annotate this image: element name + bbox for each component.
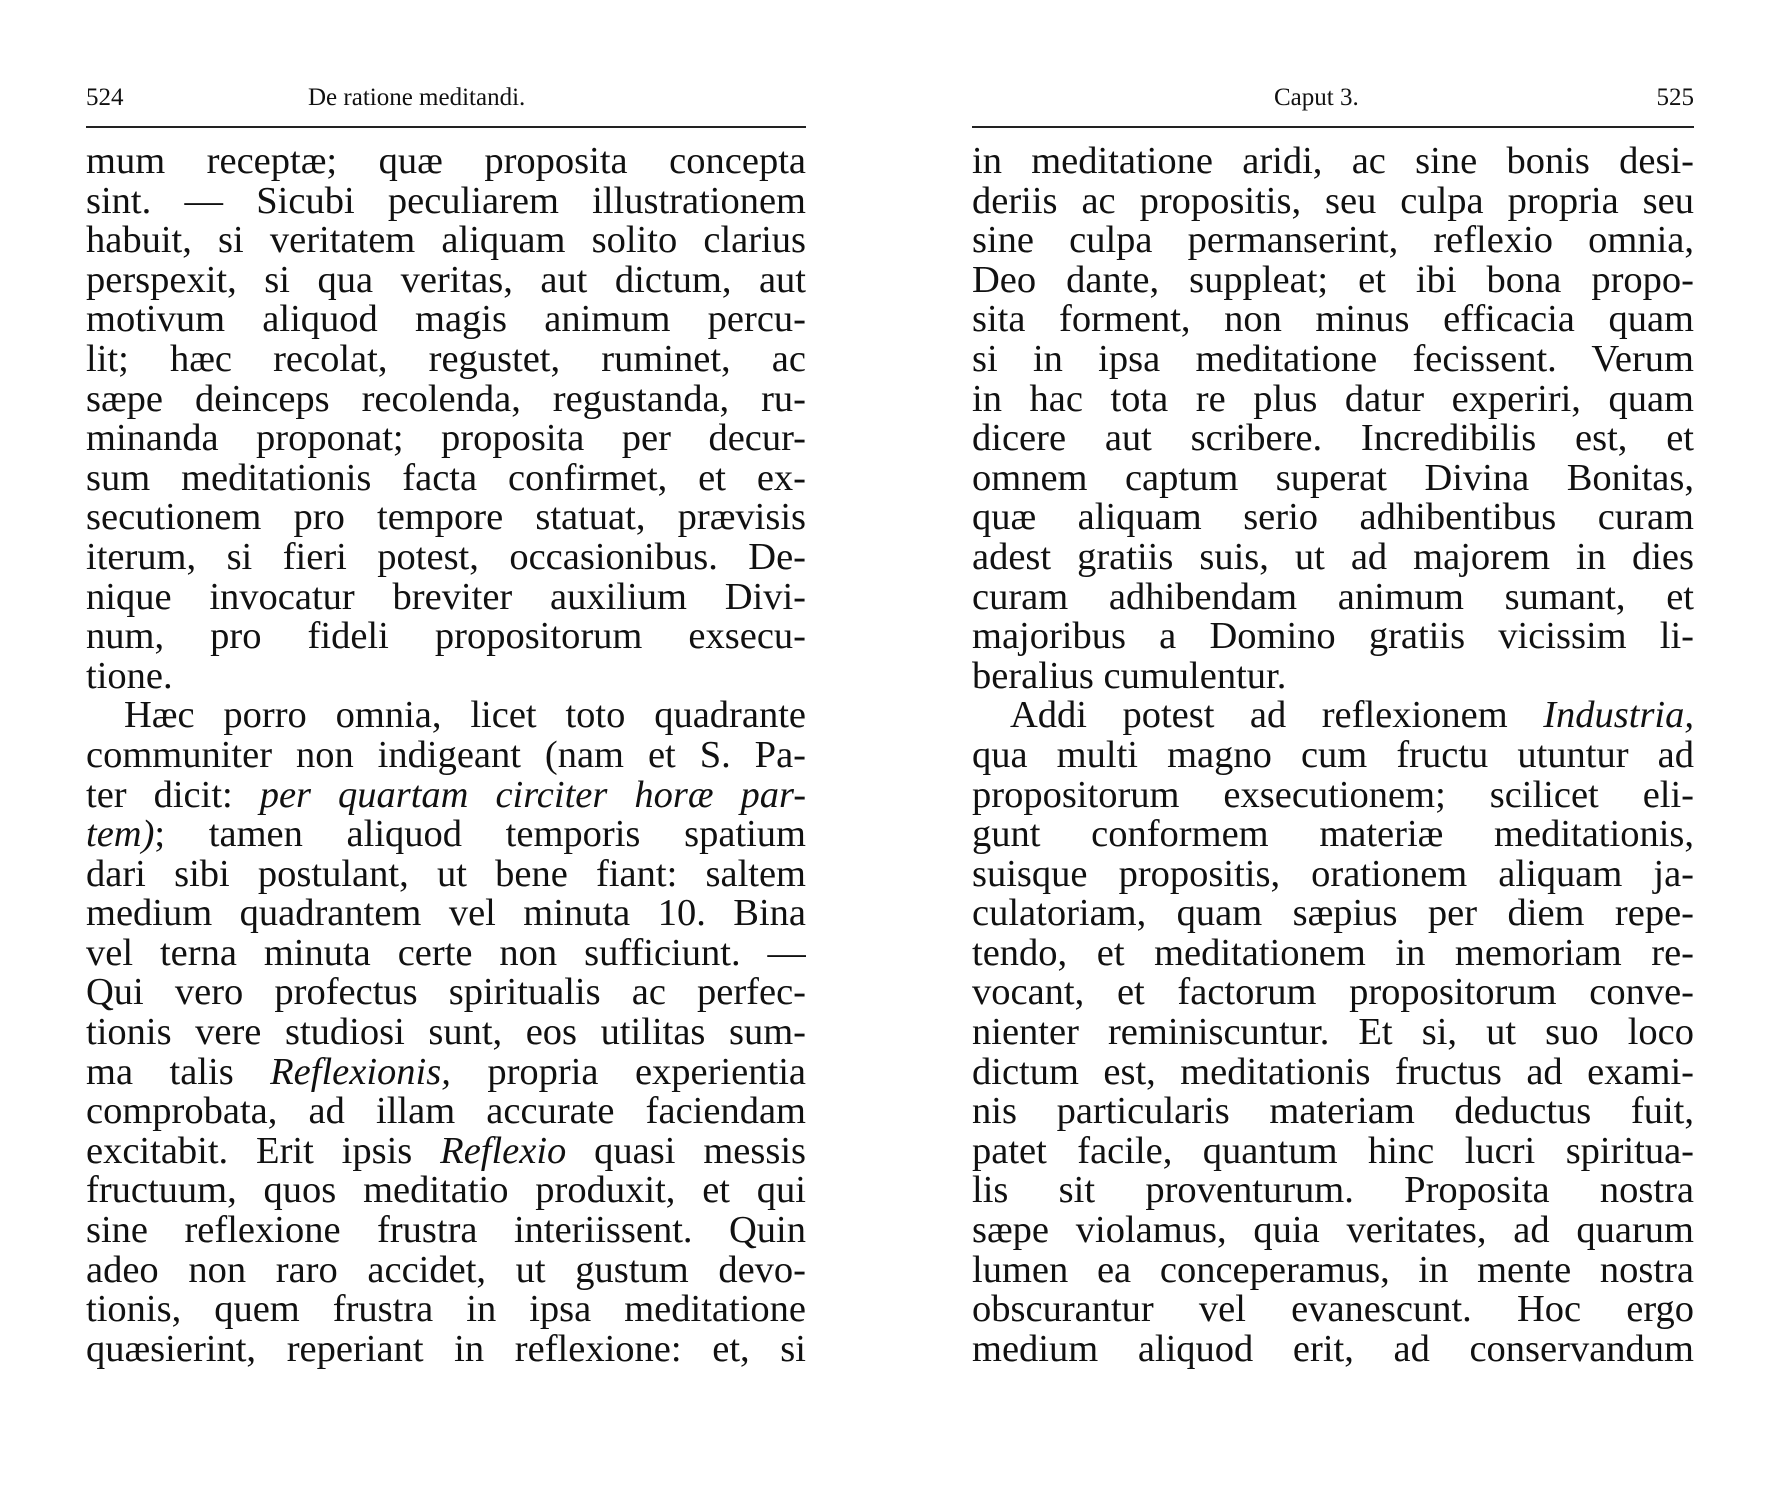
text-line: sine reflexione frustra interiissent. Quin <box>86 1211 806 1251</box>
text-line: majoribus a Domino gratiis vicissim li- <box>972 617 1694 657</box>
text-line: Deo dante, suppleat; et ibi bona propo- <box>972 260 1694 301</box>
text-line: curam adhibendam animum sumant, et <box>972 577 1694 618</box>
text-line: tione. <box>86 656 173 697</box>
text-line: nienter reminiscuntur. Et si, ut suo loco <box>972 1013 1694 1053</box>
text-line: propositorum exsecutionem; scilicet eli- <box>972 775 1694 816</box>
text-line: motivum aliquod magis animum percu- <box>86 300 806 340</box>
text-line: minanda proponat; proposita per decur- <box>86 419 806 459</box>
text-span: propria experientia <box>450 1052 806 1093</box>
text-line: nique invocatur breviter auxilium Divi- <box>86 577 806 618</box>
italic-span: Industria, <box>1543 696 1694 736</box>
text-line: quæsierint, reperiant in reflexione: et, si <box>86 1329 806 1370</box>
text-line <box>86 1132 806 1172</box>
text-line: lumen ea conceperamus, in mente nostra <box>972 1250 1694 1291</box>
text-line: quæ aliquam serio adhibentibus curam <box>972 498 1694 538</box>
text-line <box>972 696 1694 736</box>
text-line: qua multi magno cum fructu utuntur ad <box>972 735 1694 776</box>
text-line: obscurantur vel evanescunt. Hoc ergo <box>972 1290 1694 1330</box>
text-line: comprobata, ad illam accurate faciendam <box>86 1092 806 1132</box>
text-line: sine culpa permanserint, reflexio omnia, <box>972 221 1694 261</box>
text-line: tendo, et meditationem in memoriam re- <box>972 933 1694 974</box>
text-line: dicere aut scribere. Incredibilis est, et <box>972 419 1694 459</box>
text-line: iterum, si fieri potest, occasionibus. De- <box>86 537 806 578</box>
text-line: culatoriam, quam sæpius per diem repe- <box>972 894 1694 934</box>
text-span: ; tamen aliquod temporis spatium <box>154 815 806 855</box>
right-running-head <box>972 80 1694 116</box>
text-line: in meditatione aridi, ac sine bonis desi- <box>972 142 1694 182</box>
text-span: Addi potest ad reflexionem <box>1010 696 1544 736</box>
left-page-number: 524 <box>86 84 124 111</box>
text-span: ter dicit: <box>86 775 260 816</box>
text-line <box>86 815 806 855</box>
text-line: patet facile, quantum hinc lucri spiritua- <box>972 1131 1694 1172</box>
right-running-title: Caput 3. <box>1274 84 1359 111</box>
text-line: suisque propositis, orationem aliquam ja- <box>972 854 1694 895</box>
text-line: perspexit, si qua veritas, aut dictum, aut <box>86 260 806 301</box>
text-line: mum receptæ; quæ proposita concepta <box>86 142 806 182</box>
right-page <box>972 80 1694 1369</box>
text-line: medium aliquod erit, ad conservandum <box>972 1329 1694 1370</box>
text-line: sæpe deinceps recolenda, regustanda, ru- <box>86 379 806 420</box>
text-line: adest gratiis suis, ut ad majorem in dies <box>972 537 1694 578</box>
text-line: in hac tota re plus datur experiri, quam <box>972 379 1694 420</box>
text-line: sæpe violamus, quia veritates, ad quarum <box>972 1211 1694 1251</box>
text-line: vocant, et factorum propositorum conve- <box>972 973 1694 1014</box>
text-line: Hæc porro omnia, licet toto quadrante <box>124 696 806 736</box>
right-head-rule <box>972 126 1694 128</box>
text-line: num, pro fideli propositorum exsecu- <box>86 617 806 657</box>
text-line: sint. — Sicubi peculiarem illustrationem <box>86 181 806 222</box>
text-line: nis particularis materiam deductus fuit, <box>972 1092 1694 1132</box>
text-span: quasi messis <box>566 1131 806 1172</box>
text-line: secutionem pro tempore statuat, prævisis <box>86 498 806 538</box>
text-line: tionis, quem frustra in ipsa meditatione <box>86 1290 806 1330</box>
left-running-title: De ratione meditandi. <box>308 84 526 111</box>
italic-span: Reflexio <box>440 1131 567 1172</box>
right-page-number: 525 <box>1656 84 1694 111</box>
text-line: deriis ac propositis, seu culpa propria seu <box>972 181 1694 222</box>
text-line: fructuum, quos meditatio produxit, et qui <box>86 1171 806 1212</box>
italic-span: per quartam circiter horæ par- <box>259 775 806 816</box>
text-line: dictum est, meditationis fructus ad exami- <box>972 1052 1694 1093</box>
text-line: lis sit proventurum. Proposita nostra <box>972 1171 1694 1212</box>
text-line: communiter non indigeant (nam et S. Pa- <box>86 735 806 776</box>
left-head-rule <box>86 126 806 128</box>
text-line: si in ipsa meditatione fecissent. Verum <box>972 339 1694 380</box>
text-line: omnem captum superat Divina Bonitas, <box>972 458 1694 499</box>
text-line: sum meditationis facta confirmet, et ex- <box>86 458 806 499</box>
right-body-text <box>972 142 1694 1369</box>
text-line <box>86 1053 806 1093</box>
text-line: medium quadrantem vel minuta 10. Bina <box>86 894 806 934</box>
text-line: habuit, si veritatem aliquam solito clarius <box>86 221 806 261</box>
text-line: Qui vero profectus spiritualis ac perfec- <box>86 973 806 1014</box>
left-body-text <box>86 142 806 1369</box>
left-running-head <box>86 80 806 116</box>
text-line <box>86 776 806 816</box>
text-line: vel terna minuta certe non sufficiunt. — <box>86 933 806 974</box>
text-line: sita forment, non minus efficacia quam <box>972 300 1694 340</box>
text-line: beralius cumulentur. <box>972 656 1287 697</box>
italic-span: Reflexionis, <box>270 1052 451 1093</box>
left-page <box>86 80 806 1369</box>
text-span: excitabit. Erit ipsis <box>86 1131 441 1172</box>
italic-span: tem) <box>86 815 155 855</box>
text-line: adeo non raro accidet, ut gustum devo- <box>86 1250 806 1291</box>
text-line: gunt conformem materiæ meditationis, <box>972 815 1694 855</box>
text-line: tionis vere studiosi sunt, eos utilitas sum- <box>86 1013 806 1053</box>
text-line: lit; hæc recolat, regustet, ruminet, ac <box>86 339 806 380</box>
text-line: dari sibi postulant, ut bene fiant: saltem <box>86 854 806 895</box>
text-span: ma talis <box>86 1052 271 1093</box>
